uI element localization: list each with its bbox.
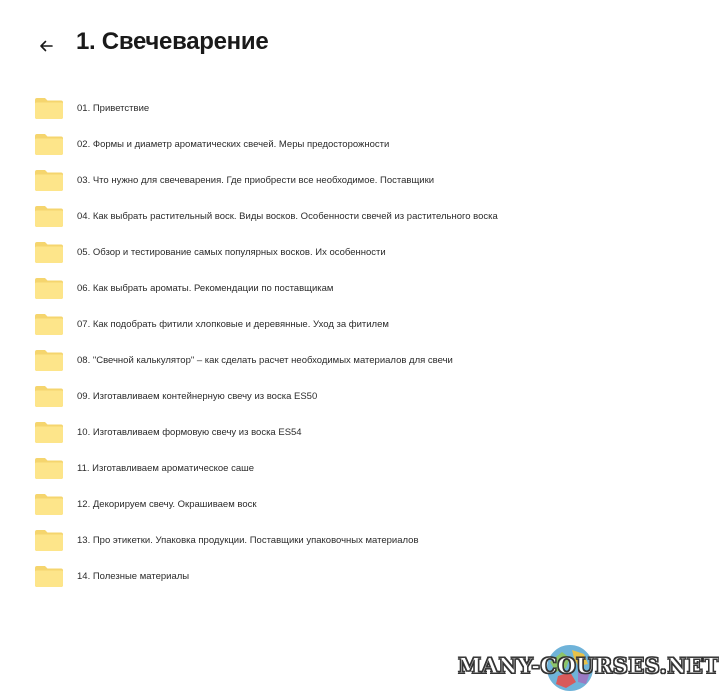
- folder-item[interactable]: [0, 198, 683, 234]
- folder-label: 04. Как выбрать растительный воск. Виды восков. Особенности свечей из растительного воска: [77, 210, 498, 222]
- folder-label: 08. "Свечной калькулятор" – как сделать расчет необходимых материалов для свечи: [77, 354, 453, 366]
- back-button[interactable]: [34, 34, 58, 58]
- folder-label: 11. Изготавливаем ароматическое саше: [77, 462, 255, 474]
- folder-item[interactable]: [0, 234, 683, 270]
- folder-item[interactable]: [0, 90, 683, 126]
- folder-icon: [34, 276, 64, 300]
- folder-item[interactable]: [0, 414, 683, 450]
- folder-item[interactable]: [0, 558, 683, 594]
- folder-icon: [34, 528, 64, 552]
- folder-icon: [34, 384, 64, 408]
- folder-item[interactable]: [0, 378, 683, 414]
- folder-label: 14. Полезные материалы: [77, 570, 190, 582]
- folder-item[interactable]: [0, 162, 683, 198]
- watermark-text: MANY-COURSES.NET: [458, 653, 719, 678]
- folder-icon: [34, 132, 64, 156]
- folder-icon: [34, 240, 64, 264]
- folder-label: 02. Формы и диаметр ароматических свечей. Меры предосторожности: [77, 138, 390, 150]
- folder-label: 12. Декорируем свечу. Окрашиваем воск: [77, 498, 257, 510]
- folder-icon: [34, 312, 64, 336]
- arrow-left-icon: [38, 38, 54, 54]
- folder-item[interactable]: [0, 450, 683, 486]
- folder-item[interactable]: [0, 126, 683, 162]
- folder-icon: [34, 204, 64, 228]
- watermark: [456, 640, 719, 696]
- folder-icon: [34, 456, 64, 480]
- folder-item[interactable]: [0, 270, 683, 306]
- folder-icon: [34, 168, 64, 192]
- folder-item[interactable]: [0, 306, 683, 342]
- folder-label: 09. Изготавливаем контейнерную свечу из воска ES50: [77, 390, 318, 402]
- folder-item[interactable]: [0, 522, 683, 558]
- folder-label: 03. Что нужно для свечеварения. Где приобрести все необходимое. Поставщики: [77, 174, 435, 186]
- folder-label: 13. Про этикетки. Упаковка продукции. Поставщики упаковочных материалов: [77, 534, 419, 546]
- folder-icon: [34, 564, 64, 588]
- folder-label: 07. Как подобрать фитили хлопковые и деревянные. Уход за фитилем: [77, 318, 389, 330]
- folder-label: 01. Приветствие: [77, 102, 150, 114]
- folder-item[interactable]: [0, 342, 683, 378]
- folder-icon: [34, 96, 64, 120]
- folder-label: 06. Как выбрать ароматы. Рекомендации по поставщикам: [77, 282, 334, 294]
- header: [0, 0, 683, 90]
- folder-item[interactable]: [0, 486, 683, 522]
- folder-icon: [34, 420, 64, 444]
- folder-label: 10. Изготавливаем формовую свечу из воска ES54: [77, 426, 302, 438]
- folder-icon: [34, 348, 64, 372]
- folder-label: 05. Обзор и тестирование самых популярных восков. Их особенности: [77, 246, 386, 258]
- folder-icon: [34, 492, 64, 516]
- page-title: 1. Свечеварение: [76, 28, 269, 55]
